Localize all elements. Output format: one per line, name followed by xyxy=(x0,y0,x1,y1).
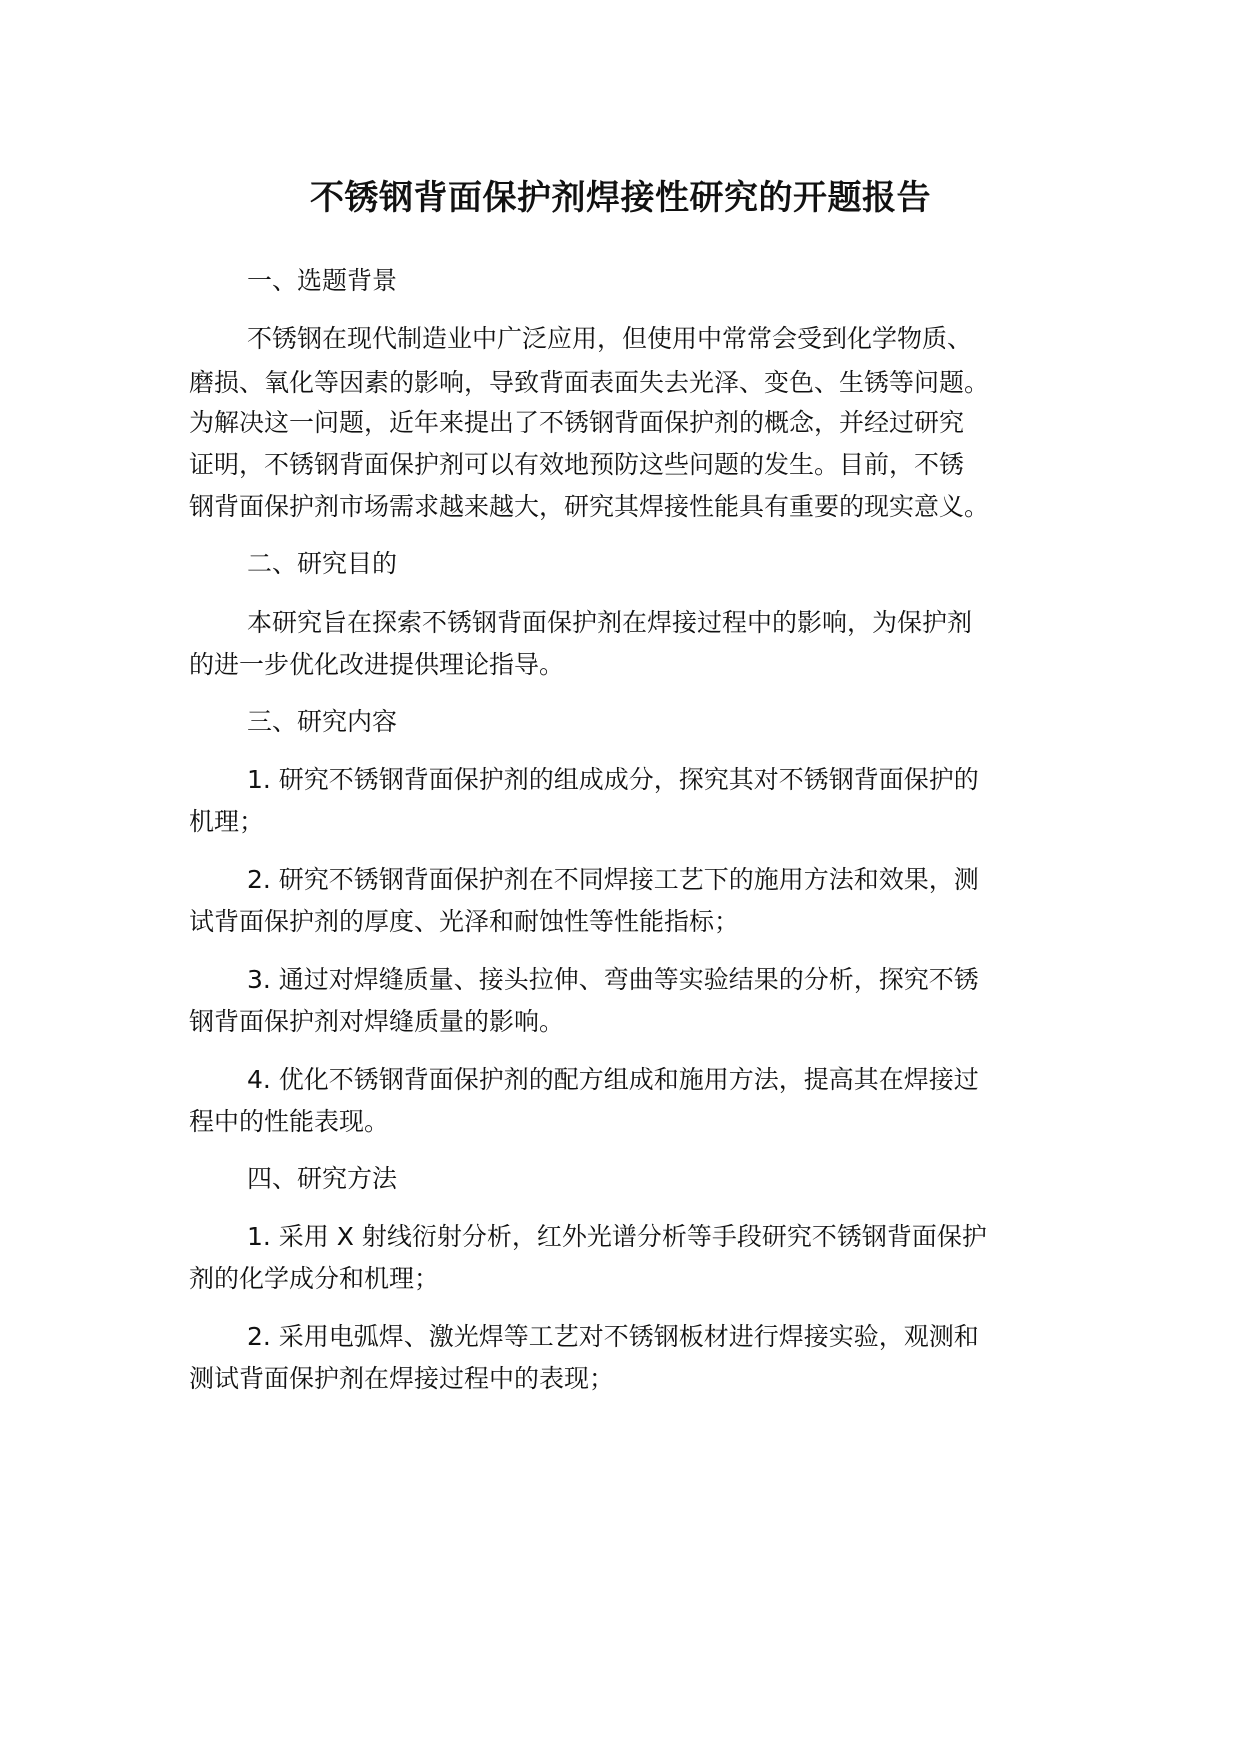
section-heading-purpose: 二、研究目的 xyxy=(247,549,398,578)
method-item-1-line: 剂的化学成分和机理； xyxy=(189,1264,440,1293)
background-paragraph-line: 为解决这一问题，近年来提出了不锈钢背面保护剂的概念，并经过研究 xyxy=(189,408,965,437)
background-paragraph-line: 钢背面保护剂市场需求越来越大，研究其焊接性能具有重要的现实意义。 xyxy=(189,492,990,521)
content-item-1-line: 机理； xyxy=(189,807,265,836)
section-heading-background: 一、选题背景 xyxy=(247,266,398,295)
document-title: 不锈钢背面保护剂焊接性研究的开题报告 xyxy=(310,178,931,218)
content-item-3-line: 3. 通过对焊缝质量、接头拉伸、弯曲等实验结果的分析，探究不锈 xyxy=(247,965,979,994)
background-paragraph-line: 不锈钢在现代制造业中广泛应用，但使用中常常会受到化学物质、 xyxy=(247,324,973,353)
content-item-2-line: 2. 研究不锈钢背面保护剂在不同焊接工艺下的施用方法和效果，测 xyxy=(247,865,979,894)
purpose-paragraph-line: 的进一步优化改进提供理论指导。 xyxy=(189,650,565,679)
method-item-2-line: 2. 采用电弧焊、激光焊等工艺对不锈钢板材进行焊接实验，观测和 xyxy=(247,1322,979,1351)
purpose-paragraph-line: 本研究旨在探索不锈钢背面保护剂在焊接过程中的影响，为保护剂 xyxy=(247,608,973,637)
method-item-2-line: 测试背面保护剂在焊接过程中的表现； xyxy=(189,1364,615,1393)
content-item-1-line: 1. 研究不锈钢背面保护剂的组成成分，探究其对不锈钢背面保护的 xyxy=(247,765,979,794)
section-heading-content: 三、研究内容 xyxy=(247,707,398,736)
section-heading-method: 四、研究方法 xyxy=(247,1164,398,1193)
content-item-4-line: 4. 优化不锈钢背面保护剂的配方组成和施用方法，提高其在焊接过 xyxy=(247,1065,979,1094)
content-item-3-line: 钢背面保护剂对焊缝质量的影响。 xyxy=(189,1007,565,1036)
content-item-4-line: 程中的性能表现。 xyxy=(189,1107,390,1136)
method-item-1-line: 1. 采用 X 射线衍射分析，红外光谱分析等手段研究不锈钢背面保护 xyxy=(247,1222,987,1251)
background-paragraph-line: 证明，不锈钢背面保护剂可以有效地预防这些问题的发生。目前，不锈 xyxy=(189,450,965,479)
background-paragraph-line: 磨损、氧化等因素的影响，导致背面表面失去光泽、变色、生锈等问题。 xyxy=(189,368,990,397)
content-item-2-line: 试背面保护剂的厚度、光泽和耐蚀性等性能指标； xyxy=(189,907,740,936)
